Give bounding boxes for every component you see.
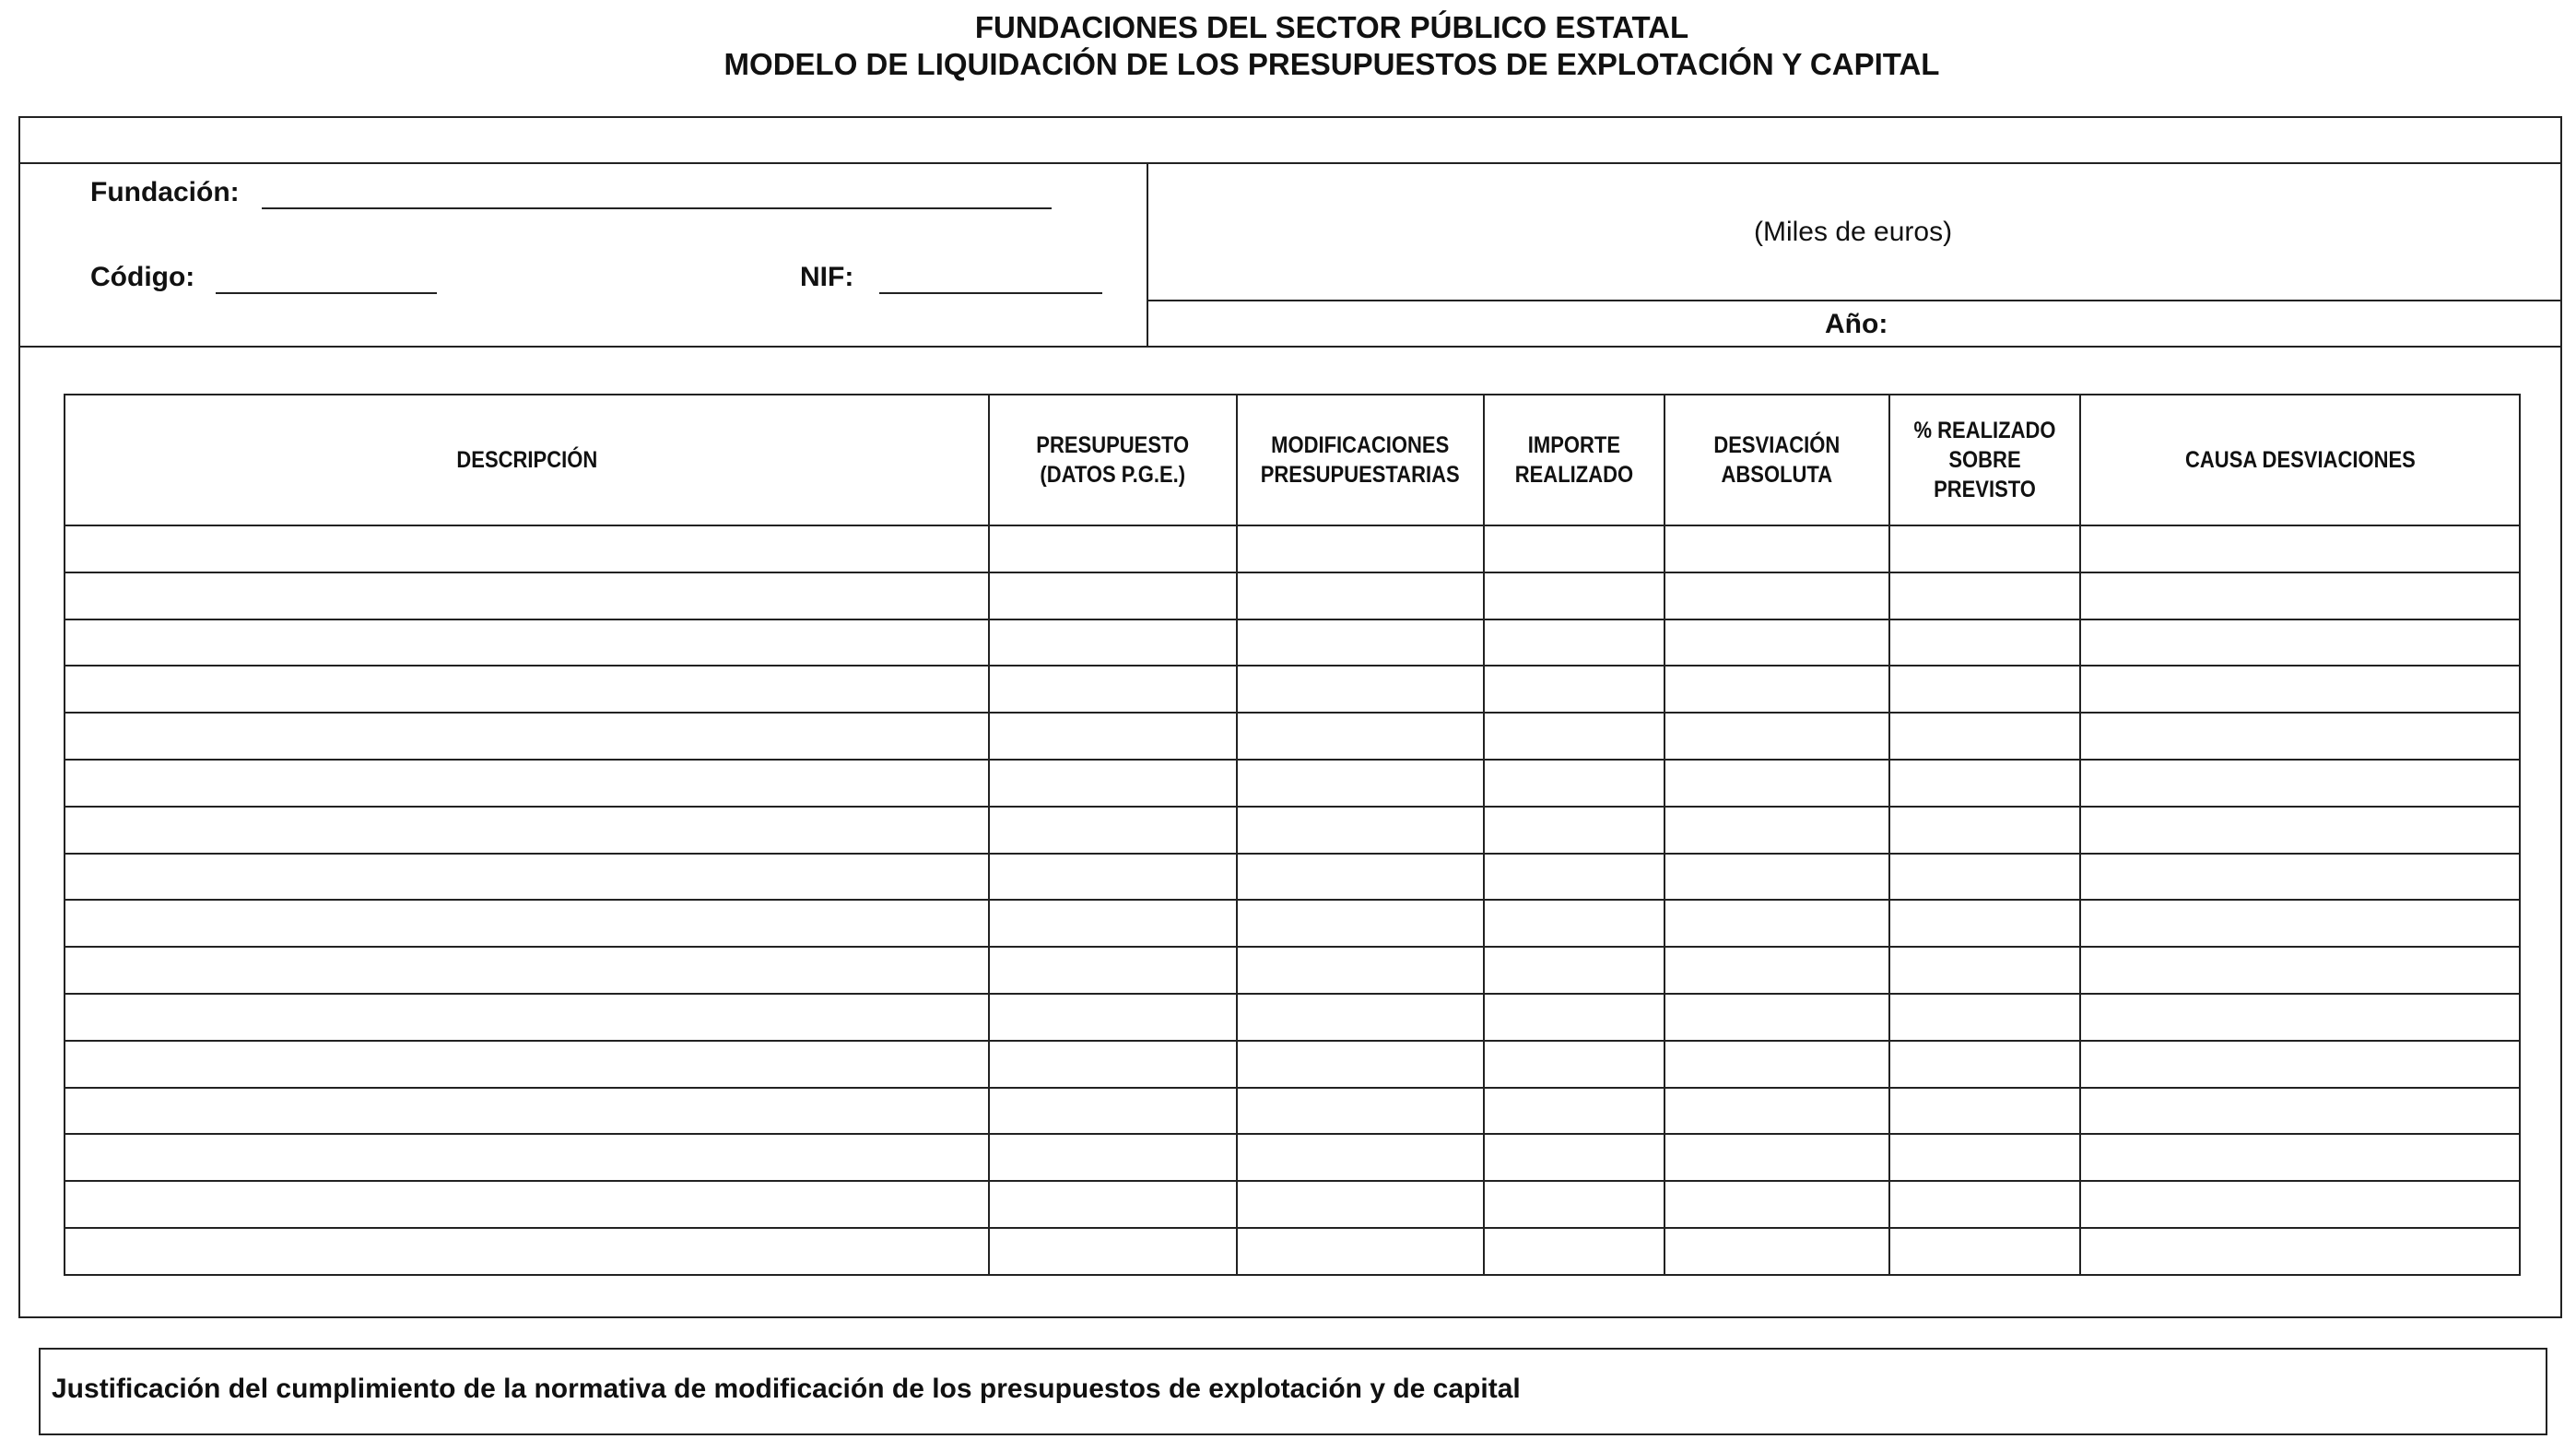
table-cell-porcentaje-realizado[interactable]: [1889, 807, 2080, 854]
table-cell-desviacion-absoluta[interactable]: [1664, 666, 1889, 713]
table-cell-causa-desviaciones[interactable]: [2080, 572, 2520, 619]
fundacion-field[interactable]: [262, 207, 1052, 209]
table-cell-presupuesto[interactable]: [989, 572, 1237, 619]
table-cell-desviacion-absoluta[interactable]: [1664, 1228, 1889, 1275]
table-cell-presupuesto[interactable]: [989, 1041, 1237, 1088]
table-cell-importe-realizado[interactable]: [1484, 807, 1664, 854]
table-body: [65, 525, 2520, 1275]
table-cell-presupuesto[interactable]: [989, 1228, 1237, 1275]
budget-liquidation-table: [64, 394, 2521, 1276]
table-cell-causa-desviaciones[interactable]: [2080, 1088, 2520, 1135]
table-cell-importe-realizado[interactable]: [1484, 1228, 1664, 1275]
table-cell-importe-realizado[interactable]: [1484, 525, 1664, 572]
table-cell-modificaciones[interactable]: [1237, 1134, 1484, 1181]
table-cell-desviacion-absoluta[interactable]: [1664, 1088, 1889, 1135]
table-row: [65, 1228, 2520, 1275]
table-cell-importe-realizado[interactable]: [1484, 854, 1664, 901]
table-cell-causa-desviaciones[interactable]: [2080, 900, 2520, 947]
column-header-descripcion: DESCRIPCIÓN: [65, 395, 989, 525]
table-cell-descripcion[interactable]: [65, 525, 989, 572]
table-row: [65, 1134, 2520, 1181]
codigo-label: Código:: [90, 262, 195, 292]
table-cell-importe-realizado[interactable]: [1484, 619, 1664, 667]
table-cell-descripcion[interactable]: [65, 1181, 989, 1228]
table-cell-modificaciones[interactable]: [1237, 900, 1484, 947]
table-cell-presupuesto[interactable]: [989, 1088, 1237, 1135]
table-row: [65, 525, 2520, 572]
table-cell-presupuesto[interactable]: [989, 619, 1237, 667]
table-cell-descripcion[interactable]: [65, 947, 989, 994]
table-cell-modificaciones[interactable]: [1237, 1228, 1484, 1275]
table-cell-presupuesto[interactable]: [989, 1181, 1237, 1228]
table-cell-descripcion[interactable]: [65, 1088, 989, 1135]
table-cell-desviacion-absoluta[interactable]: [1664, 572, 1889, 619]
column-header-modificaciones: MODIFICACIONES PRESUPUESTARIAS: [1237, 395, 1484, 525]
table-cell-causa-desviaciones[interactable]: [2080, 1041, 2520, 1088]
table-cell-causa-desviaciones[interactable]: [2080, 666, 2520, 713]
table-cell-porcentaje-realizado[interactable]: [1889, 619, 2080, 667]
table-cell-descripcion[interactable]: [65, 760, 989, 807]
table-cell-porcentaje-realizado[interactable]: [1889, 994, 2080, 1041]
header-column-divider: [1147, 162, 1148, 347]
table-cell-causa-desviaciones[interactable]: [2080, 1181, 2520, 1228]
table-cell-modificaciones[interactable]: [1237, 1181, 1484, 1228]
table-row: [65, 994, 2520, 1041]
fundacion-label: Fundación:: [90, 177, 240, 207]
form-title-line-2: MODELO DE LIQUIDACIÓN DE LOS PRESUPUESTOS DE EXPLOTACIÓN Y CAPITAL: [723, 47, 1940, 81]
table-cell-causa-desviaciones[interactable]: [2080, 619, 2520, 667]
table-cell-descripcion[interactable]: [65, 854, 989, 901]
table-row: [65, 807, 2520, 854]
table-header-row: [65, 395, 2520, 525]
table-cell-modificaciones[interactable]: [1237, 807, 1484, 854]
column-header-porcentaje-realizado: % REALIZADO SOBRE PREVISTO: [1889, 395, 2080, 525]
codigo-field[interactable]: [216, 292, 437, 294]
column-header-desviacion-absoluta: DESVIACIÓN ABSOLUTA: [1664, 395, 1889, 525]
table-cell-causa-desviaciones[interactable]: [2080, 807, 2520, 854]
table-cell-porcentaje-realizado[interactable]: [1889, 1228, 2080, 1275]
table-cell-descripcion[interactable]: [65, 807, 989, 854]
table-cell-modificaciones[interactable]: [1237, 666, 1484, 713]
table-cell-modificaciones[interactable]: [1237, 854, 1484, 901]
table-cell-desviacion-absoluta[interactable]: [1664, 525, 1889, 572]
table-cell-importe-realizado[interactable]: [1484, 994, 1664, 1041]
table-cell-desviacion-absoluta[interactable]: [1664, 1041, 1889, 1088]
table-cell-modificaciones[interactable]: [1237, 1041, 1484, 1088]
table-cell-modificaciones[interactable]: [1237, 994, 1484, 1041]
table-cell-causa-desviaciones[interactable]: [2080, 854, 2520, 901]
table-cell-causa-desviaciones[interactable]: [2080, 760, 2520, 807]
table-cell-modificaciones[interactable]: [1237, 1088, 1484, 1135]
table-cell-porcentaje-realizado[interactable]: [1889, 947, 2080, 994]
table-row: [65, 1088, 2520, 1135]
table-row: [65, 572, 2520, 619]
table-row: [65, 900, 2520, 947]
justification-box[interactable]: [39, 1348, 2547, 1435]
column-header-causa-desviaciones: CAUSA DESVIACIONES: [2080, 395, 2520, 525]
nif-label: NIF:: [800, 262, 854, 292]
units-note: (Miles de euros): [1754, 217, 1953, 247]
table-cell-porcentaje-realizado[interactable]: [1889, 1181, 2080, 1228]
table-row: [65, 760, 2520, 807]
table-cell-porcentaje-realizado[interactable]: [1889, 1134, 2080, 1181]
table-cell-porcentaje-realizado[interactable]: [1889, 666, 2080, 713]
header-bottom-divider: [18, 346, 2562, 348]
table-cell-descripcion[interactable]: [65, 1041, 989, 1088]
table-cell-presupuesto[interactable]: [989, 713, 1237, 760]
table-cell-causa-desviaciones[interactable]: [2080, 1134, 2520, 1181]
table-cell-porcentaje-realizado[interactable]: [1889, 1088, 2080, 1135]
table-cell-modificaciones[interactable]: [1237, 525, 1484, 572]
table-cell-desviacion-absoluta[interactable]: [1664, 1181, 1889, 1228]
table-row: [65, 713, 2520, 760]
table-cell-desviacion-absoluta[interactable]: [1664, 807, 1889, 854]
table-cell-descripcion[interactable]: [65, 666, 989, 713]
table-row: [65, 854, 2520, 901]
anio-label: Año:: [1825, 309, 1888, 339]
table-cell-porcentaje-realizado[interactable]: [1889, 572, 2080, 619]
table-cell-causa-desviaciones[interactable]: [2080, 1228, 2520, 1275]
table-row: [65, 619, 2520, 667]
table-cell-porcentaje-realizado[interactable]: [1889, 525, 2080, 572]
table-cell-descripcion[interactable]: [65, 1228, 989, 1275]
table-cell-porcentaje-realizado[interactable]: [1889, 854, 2080, 901]
table-row: [65, 947, 2520, 994]
table-row: [65, 666, 2520, 713]
table-cell-desviacion-absoluta[interactable]: [1664, 854, 1889, 901]
units-year-divider: [1147, 300, 2562, 301]
table-cell-presupuesto[interactable]: [989, 760, 1237, 807]
table-cell-importe-realizado[interactable]: [1484, 572, 1664, 619]
table-cell-descripcion[interactable]: [65, 713, 989, 760]
table-cell-desviacion-absoluta[interactable]: [1664, 619, 1889, 667]
table-cell-presupuesto[interactable]: [989, 807, 1237, 854]
table-cell-modificaciones[interactable]: [1237, 947, 1484, 994]
column-header-importe-realizado: IMPORTE REALIZADO: [1484, 395, 1664, 525]
table-cell-presupuesto[interactable]: [989, 525, 1237, 572]
table-cell-descripcion[interactable]: [65, 900, 989, 947]
table-cell-importe-realizado[interactable]: [1484, 1134, 1664, 1181]
nif-field[interactable]: [879, 292, 1102, 294]
table-cell-presupuesto[interactable]: [989, 900, 1237, 947]
table-cell-porcentaje-realizado[interactable]: [1889, 900, 2080, 947]
table-cell-porcentaje-realizado[interactable]: [1889, 713, 2080, 760]
table-cell-importe-realizado[interactable]: [1484, 1181, 1664, 1228]
table-cell-modificaciones[interactable]: [1237, 619, 1484, 667]
table-cell-desviacion-absoluta[interactable]: [1664, 947, 1889, 994]
table-cell-importe-realizado[interactable]: [1484, 900, 1664, 947]
table-cell-presupuesto[interactable]: [989, 666, 1237, 713]
form-title-line-1: FUNDACIONES DEL SECTOR PÚBLICO ESTATAL: [974, 10, 1689, 44]
table-cell-causa-desviaciones[interactable]: [2080, 994, 2520, 1041]
table-cell-presupuesto[interactable]: [989, 994, 1237, 1041]
table-cell-porcentaje-realizado[interactable]: [1889, 1041, 2080, 1088]
table-cell-importe-realizado[interactable]: [1484, 760, 1664, 807]
table-cell-porcentaje-realizado[interactable]: [1889, 760, 2080, 807]
table-cell-presupuesto[interactable]: [989, 1134, 1237, 1181]
table-cell-descripcion[interactable]: [65, 994, 989, 1041]
table-cell-importe-realizado[interactable]: [1484, 666, 1664, 713]
table-cell-importe-realizado[interactable]: [1484, 1041, 1664, 1088]
table-cell-presupuesto[interactable]: [989, 947, 1237, 994]
table-cell-causa-desviaciones[interactable]: [2080, 713, 2520, 760]
table-cell-modificaciones[interactable]: [1237, 572, 1484, 619]
table-cell-descripcion[interactable]: [65, 1134, 989, 1181]
table-cell-importe-realizado[interactable]: [1484, 713, 1664, 760]
table-row: [65, 1181, 2520, 1228]
table-cell-importe-realizado[interactable]: [1484, 1088, 1664, 1135]
table-cell-descripcion[interactable]: [65, 619, 989, 667]
table-cell-desviacion-absoluta[interactable]: [1664, 1134, 1889, 1181]
table-cell-importe-realizado[interactable]: [1484, 947, 1664, 994]
table-row: [65, 1041, 2520, 1088]
table-cell-modificaciones[interactable]: [1237, 713, 1484, 760]
justification-label: Justificación del cumplimiento de la normativa de modificación de los presupuestos de explotación y de capital: [52, 1374, 1521, 1404]
table-cell-presupuesto[interactable]: [989, 854, 1237, 901]
table-cell-desviacion-absoluta[interactable]: [1664, 994, 1889, 1041]
column-header-presupuesto: PRESUPUESTO (DATOS P.G.E.): [989, 395, 1237, 525]
table-cell-desviacion-absoluta[interactable]: [1664, 713, 1889, 760]
top-band-divider: [18, 162, 2562, 164]
table-cell-descripcion[interactable]: [65, 572, 989, 619]
table-cell-causa-desviaciones[interactable]: [2080, 947, 2520, 994]
table-cell-desviacion-absoluta[interactable]: [1664, 900, 1889, 947]
table-cell-modificaciones[interactable]: [1237, 760, 1484, 807]
table-cell-desviacion-absoluta[interactable]: [1664, 760, 1889, 807]
table-cell-causa-desviaciones[interactable]: [2080, 525, 2520, 572]
